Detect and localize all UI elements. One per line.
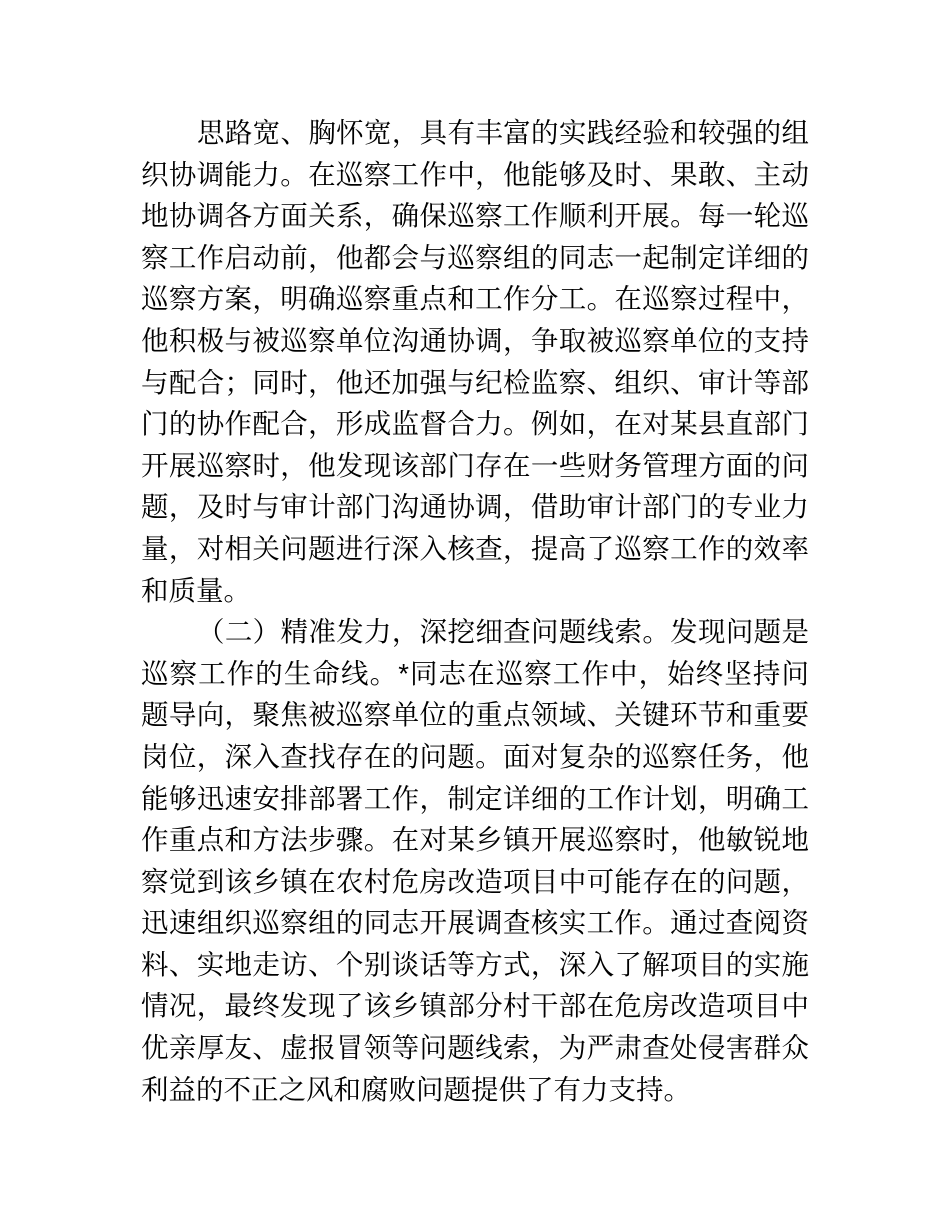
- paragraph-2: （二）精准发力，深挖细查问题线索。发现问题是巡察工作的生命线。*同志在巡察工作中，始终坚持问题导向，聚焦被巡察单位的重点领域、关键环节和重要岗位，深入查找存在的问题。面对复杂的巡察任务，他能够迅速安排部署工作，制定详细的工作计划，明确工作重点和方法步骤。在对某乡镇开展巡察时，他敏锐地察觉到该乡镇在农村危房改造项目中可能存在的问题，迅速组织巡察组的同志开展调查核实工作。通过查阅资料、实地走访、个别谈话等方式，深入了解项目的实施情况，最终发现了该乡镇部分村干部在危房改造项目中优亲厚友、虚报冒领等问题线索，为严肃查处侵害群众利益的不正之风和腐败问题提供了有力支持。: [141, 616, 809, 1105]
- paragraph-1: 思路宽、胸怀宽，具有丰富的实践经验和较强的组织协调能力。在巡察工作中，他能够及时、果敢、主动地协调各方面关系，确保巡察工作顺利开展。每一轮巡察工作启动前，他都会与巡察组的同志一起制定详细的巡察方案，明确巡察重点和工作分工。在巡察过程中，他积极与被巡察单位沟通协调，争取被巡察单位的支持与配合；同时，他还加强与纪检监察、组织、审计等部门的协作配合，形成监督合力。例如，在对某县直部门开展巡察时，他发现该部门存在一些财务管理方面的问题，及时与审计部门沟通协调，借助审计部门的专业力量，对相关问题进行深入核查，提高了巡察工作的效率和质量。: [141, 117, 809, 606]
- document-text-body: [141, 112, 809, 1110]
